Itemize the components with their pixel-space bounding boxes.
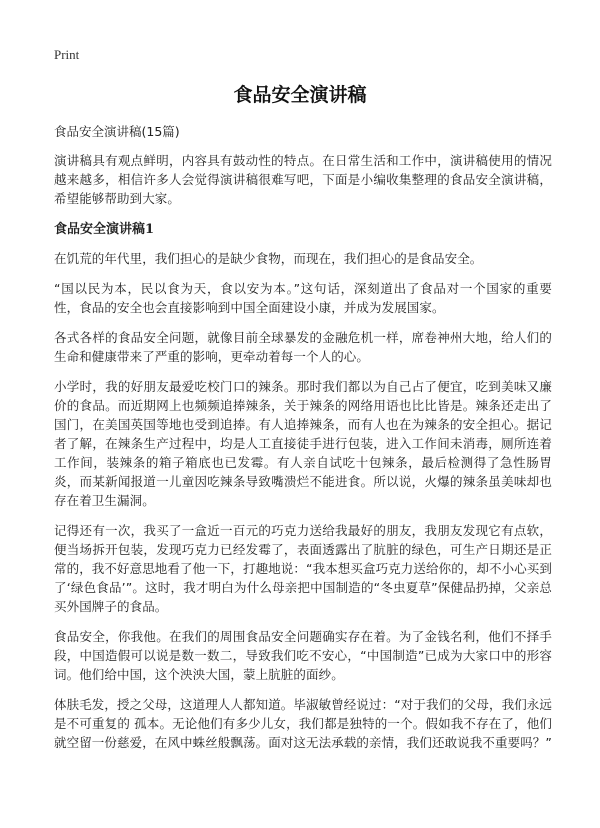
paragraph-4: 小学时，我的好朋友最爱吃校门口的辣条。那时我们都以为自己占了便宜，吃到美味又廉价的食品。而近期网上也频频追捧辣条，关于辣条的网络用语也比比皆是。辣条还走出了国门，在美国英国等地也受到追捧。有人追捧辣条，而有人也在为辣条的安全担心。据记者了解，在辣条生产过程中，均是人工直接徒手进行包装，进入工作间未消毒，厕所连着工作间，装辣条的箱子箱底也已发霉。有人亲自试吃十包辣条，最后检测得了急性肠胃炎，而某新闻报道一儿童因吃辣条导致嘴溃烂不能进食。所以说，火爆的辣条虽美味却也存在着卫生漏洞。 [54, 379, 552, 508]
intro-paragraph: 演讲稿具有观点鲜明，内容具有鼓动性的特点。在日常生活和工作中，演讲稿使用的情况越来越多，相信许多人会觉得演讲稿很难写吧，下面是小编收集整理的食品安全演讲稿，希望能够帮助到大家。 [54, 153, 552, 206]
paragraph-1: 在饥荒的年代里，我们担心的是缺少食物，而现在，我们担心的是食品安全。 [54, 251, 483, 266]
document-title: 食品安全演讲稿 [233, 84, 367, 106]
document-subtitle: 食品安全演讲稿(15篇) [54, 124, 180, 139]
paragraph-2: “国以民为本，民以食为天，食以安为本。”这句话，深刻道出了食品对一个国家的重要性，食品的安全也会直接影响到中国全面建设小康，并成为发展国家。 [54, 281, 552, 315]
paragraph-6: 食品安全，你我他。在我们的周围食品安全问题确实存在着。为了金钱名利，他们不择手段，中国造假可以说是数一数二，导致我们吃不安心，“中国制造”已成为大家口中的形容词。他们给中国，这个泱泱大国，蒙上肮脏的面纱。 [54, 629, 552, 682]
print-label[interactable]: Print [54, 47, 80, 62]
document-body [54, 122, 552, 763]
section-heading: 食品安全演讲稿1 [54, 222, 155, 237]
paragraph-7: 体肤毛发，授之父母，这道理人人都知道。毕淑敏曾经说过：“对于我们的父母，我们永远是不可重复的 孤本。无论他们有多少儿女，我们都是独特的一个。假如我不存在了，他们就空留一份慈爱，在风中蛛丝般飘荡。面对这无法承载的亲情，我们还敢说我不重要吗？” [54, 697, 552, 750]
paragraph-3: 各式各样的食品安全问题，就像目前全球暴发的金融危机一样，席卷神州大地，给人们的生命和健康带来了严重的影响，更牵动着每一个人的心。 [54, 330, 552, 364]
paragraph-5: 记得还有一次，我买了一盒近一百元的巧克力送给我最好的朋友，我朋友发现它有点软，便当场拆开包装，发现巧克力已经发霉了，表面透露出了肮脏的绿色，可生产日期还是正常的，我不好意思地看了他一下，打趣地说：“我本想买盒巧克力送给你的，却不小心买到了‘绿色食品’”。这时，我才明白为什么母亲把中国制造的“冬虫夏草”保健品扔掉，父亲总买外国牌子的食品。 [54, 523, 552, 614]
